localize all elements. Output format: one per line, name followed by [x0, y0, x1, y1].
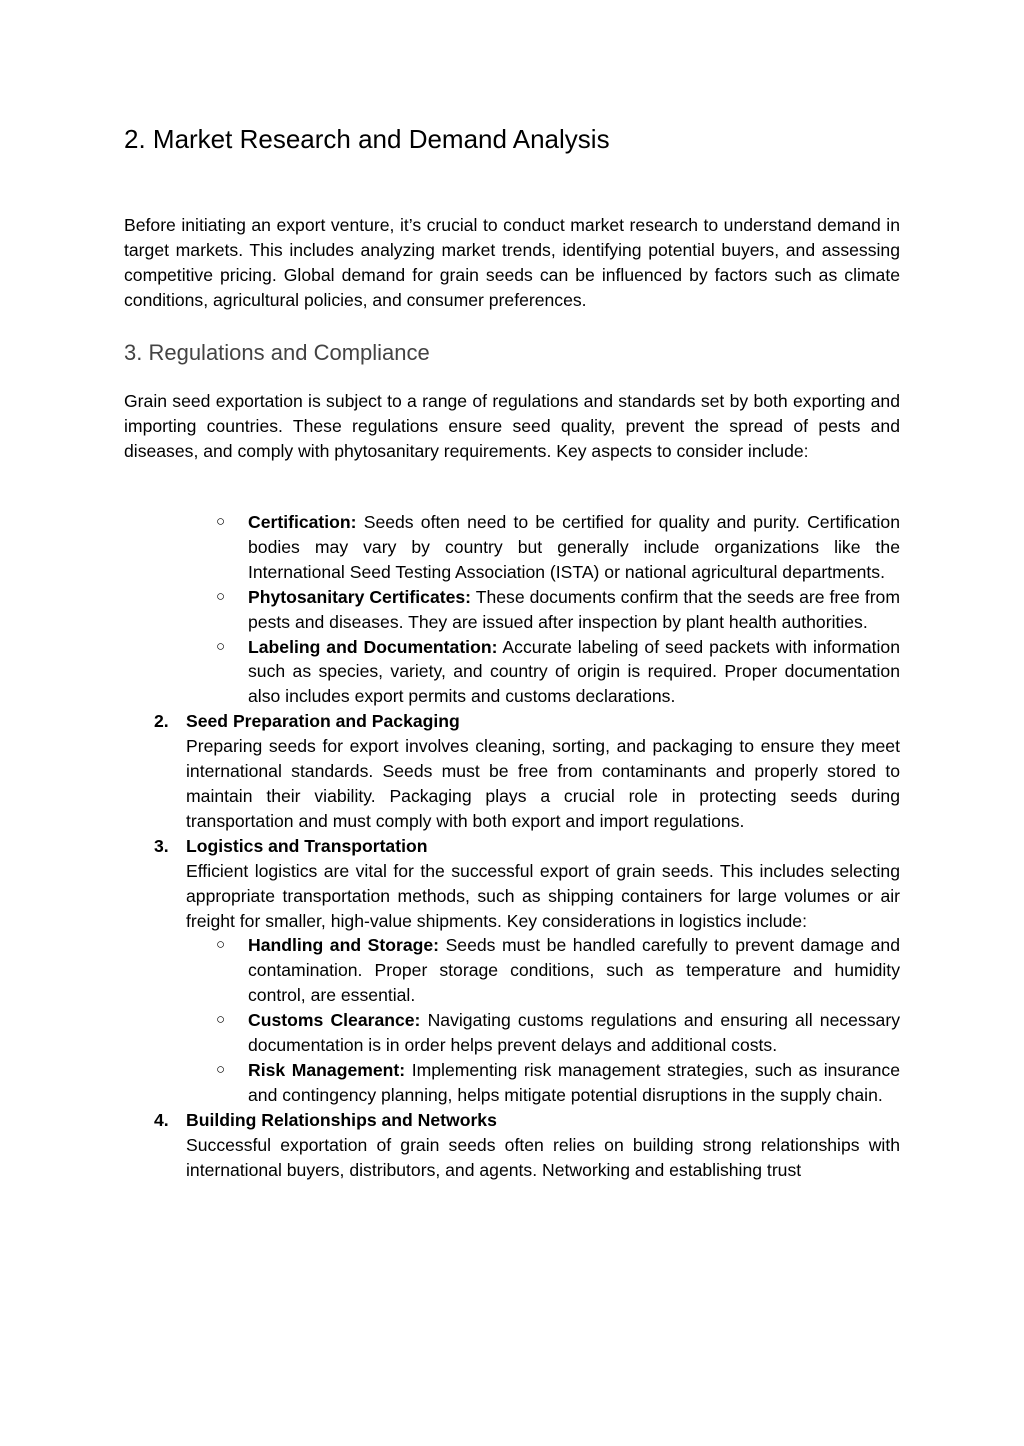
numbered-item-logistics [154, 834, 900, 934]
hollow-circle-bullet-icon: ○ [216, 637, 226, 655]
numbered-item-heading: Logistics and Transportation [186, 835, 428, 856]
bullet-text: These documents confirm that the seeds are free from pests and diseases. They are issued after inspection by plant health authorities. [248, 586, 901, 632]
market-research-paragraph: Before initiating an export venture, it’s crucial to conduct market research to understand demand in target markets. This includes analyzing market trends, identifying potential buyers, and assessing competitive pricing. Global demand for grain seeds can be influenced by factors such as climate conditions, agricultural policies, and consumer preferences. [124, 215, 900, 310]
hollow-circle-bullet-icon: ○ [216, 936, 226, 954]
numbered-item-text: Preparing seeds for export involves cleaning, sorting, and packaging to ensure they meet international standards. Seeds must be free from contaminants and properly stored to maintain their viability. Packaging plays a crucial role in protecting seeds during transportation and must comply with both export and import regulations. [186, 736, 900, 831]
bullet-text: Implementing risk management strategies, such as insurance and contingency planning, helps mitigate potential disruptions in the supply chain. [248, 1059, 900, 1105]
list-item-certification [216, 510, 900, 585]
numbered-item-text: Successful exportation of grain seeds often relies on building strong relationships with international buyers, distributors, and agents. Networking and establishing trust [186, 1134, 900, 1180]
bullet-text: Seeds must be handled carefully to prevent damage and contamination. Proper storage conditions, such as temperature and humidity control, are essential. [248, 935, 900, 1006]
bullet-term: Phytosanitary Certificates: [248, 586, 472, 607]
numbered-item-seed-preparation [154, 709, 900, 834]
bullet-text: Navigating customs regulations and ensuring all necessary documentation is in order helps prevent delays and additional costs. [248, 1010, 900, 1056]
bullet-term: Risk Management: [248, 1059, 406, 1080]
bullet-term: Certification: [248, 512, 357, 532]
list-number: 3. [154, 835, 169, 856]
list-item-phytosanitary [216, 585, 901, 635]
bullet-text: Accurate labeling of seed packets with information such as species, variety, and country of origin is required. Proper documentation also includes export permits and customs declarations. [248, 636, 901, 707]
bullet-text: Seeds often need to be certified for quality and purity. Certification bodies may vary by country but generally include organizations like the International Seed Testing Association (ISTA) or national agricultural departments. [248, 512, 900, 582]
bullet-term: Handling and Storage: [248, 935, 440, 956]
bullet-term: Customs Clearance: [248, 1010, 421, 1031]
list-item-risk-management [216, 1058, 900, 1108]
list-item-customs-clearance [216, 1008, 900, 1058]
list-number: 4. [154, 1109, 169, 1130]
hollow-circle-bullet-icon: ○ [216, 1060, 226, 1078]
numbered-item-relationships [154, 1108, 900, 1183]
numbered-item-heading: Seed Preparation and Packaging [186, 711, 460, 732]
numbered-item-heading: Building Relationships and Networks [186, 1109, 497, 1130]
list-item-labeling [216, 635, 901, 710]
numbered-item-text: Efficient logistics are vital for the successful export of grain seeds. This includes selecting appropriate transportation methods, such as shipping containers for large volumes or air freight for smaller, high-value shipments. Key considerations in logistics include: [186, 860, 900, 931]
content-list [124, 510, 900, 1182]
section-title-market-research: 2. Market Research and Demand Analysis [124, 124, 610, 154]
list-item-handling-storage [216, 933, 900, 1008]
section-title-regulations: 3. Regulations and Compliance [124, 340, 430, 365]
hollow-circle-bullet-icon: ○ [216, 513, 226, 530]
regulations-paragraph: Grain seed exportation is subject to a range of regulations and standards set by both exporting and importing countries. These regulations ensure seed quality, prevent the spread of pests and diseases, and comply with phytosanitary requirements. Key aspects to consider include: [124, 391, 900, 461]
list-number: 2. [154, 711, 169, 732]
hollow-circle-bullet-icon: ○ [216, 587, 226, 605]
bullet-term: Labeling and Documentation: [248, 636, 498, 657]
hollow-circle-bullet-icon: ○ [216, 1011, 226, 1029]
